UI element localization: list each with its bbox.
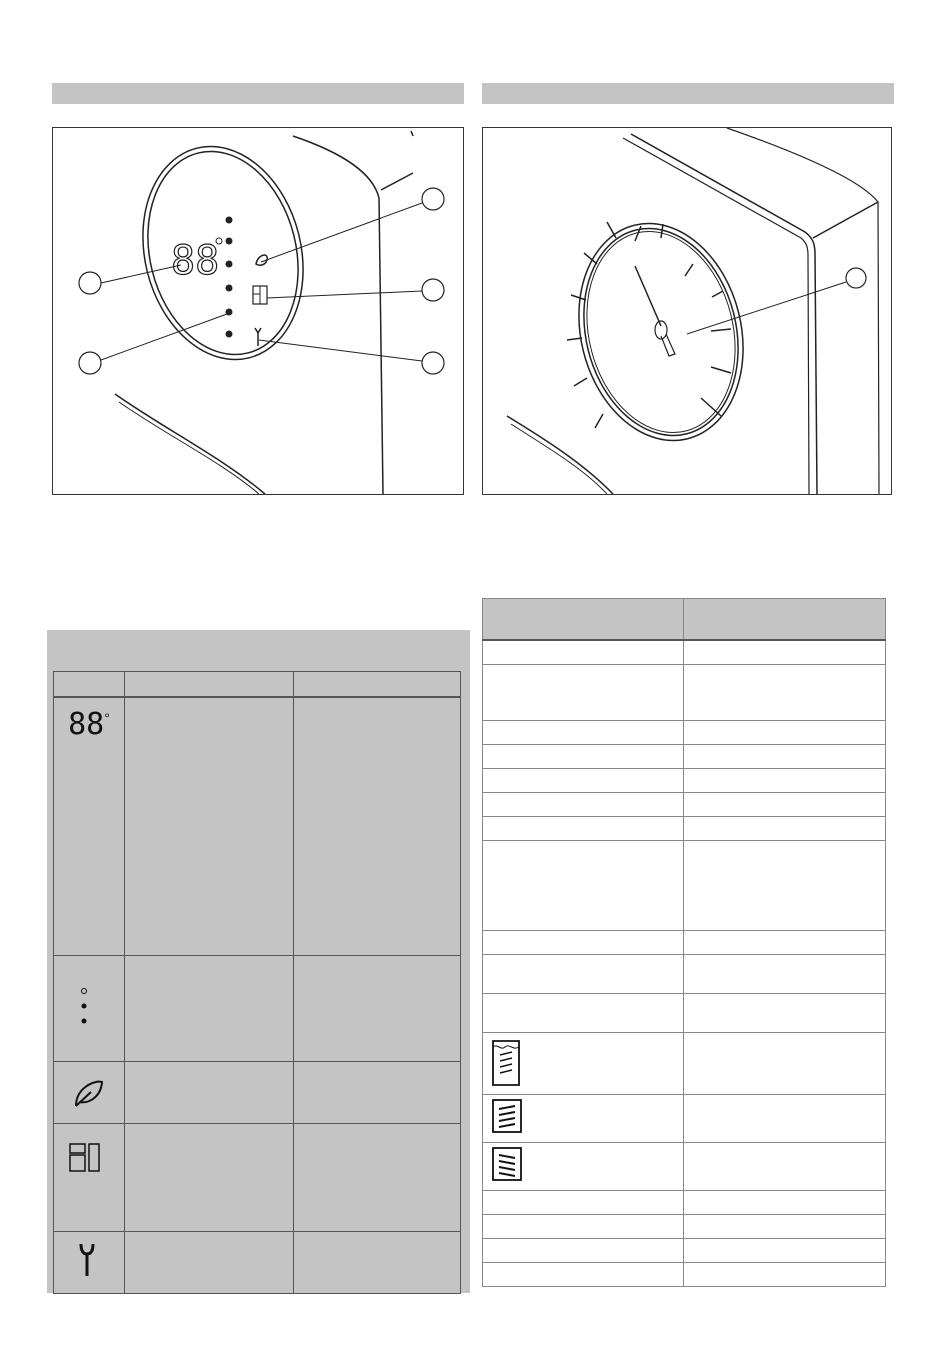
- table-row: [483, 1095, 886, 1143]
- table-row: [483, 745, 886, 769]
- table-row: [483, 1191, 886, 1215]
- left-header-bar: [52, 83, 464, 104]
- table-row: [483, 1263, 886, 1287]
- callout-circle: [422, 188, 444, 210]
- led-dot: [226, 217, 233, 224]
- table-row: [483, 817, 886, 841]
- table-row: [54, 697, 461, 955]
- tank-layer-icon: [483, 1033, 684, 1095]
- display-illustration: [53, 128, 463, 494]
- analog-gauge-figure: [482, 127, 892, 495]
- table-row: [483, 1215, 886, 1239]
- digital-display-figure: [52, 127, 464, 495]
- stripes-icon: [483, 1095, 684, 1143]
- table-row: [483, 1143, 886, 1191]
- table-row: [483, 841, 886, 931]
- callout-circle: [422, 352, 444, 374]
- callout-circle: [79, 352, 101, 374]
- table-row: [483, 769, 886, 793]
- table-header-row: [483, 599, 886, 641]
- display-symbols-table: [53, 671, 461, 1294]
- led-dots-icon: [54, 955, 125, 1061]
- table-row: [483, 665, 886, 721]
- leaf-eco-icon: [54, 1061, 125, 1123]
- table-row: [483, 994, 886, 1033]
- wrench-service-icon: [54, 1231, 125, 1293]
- callout-circle: [79, 272, 101, 294]
- stripes-alt-icon: [483, 1143, 684, 1191]
- table-row: [54, 1231, 461, 1293]
- callout-circle: [422, 279, 444, 301]
- led-dot: [226, 238, 233, 245]
- callout-circle: [846, 268, 866, 288]
- table-header-row: [54, 672, 461, 698]
- table-row: [54, 1061, 461, 1123]
- table-row: [54, 955, 461, 1061]
- table-row: [483, 793, 886, 817]
- table-row: [483, 931, 886, 955]
- right-header-bar: [482, 83, 894, 104]
- display-88-icon: 88°: [54, 697, 125, 955]
- window-blocks-icon: [54, 1123, 125, 1231]
- table-row: [483, 721, 886, 745]
- display-digits: 88: [171, 238, 220, 284]
- led-dot: [226, 331, 233, 338]
- table-row: [483, 1033, 886, 1095]
- display-symbols-panel: [47, 630, 470, 1293]
- gauge-parameters-table: [482, 598, 886, 1287]
- gauge-illustration: [483, 128, 891, 494]
- table-row: [483, 955, 886, 994]
- led-dot: [226, 261, 233, 268]
- table-row: [483, 640, 886, 665]
- table-row: [54, 1123, 461, 1231]
- led-dot: [226, 285, 233, 292]
- table-row: [483, 1239, 886, 1263]
